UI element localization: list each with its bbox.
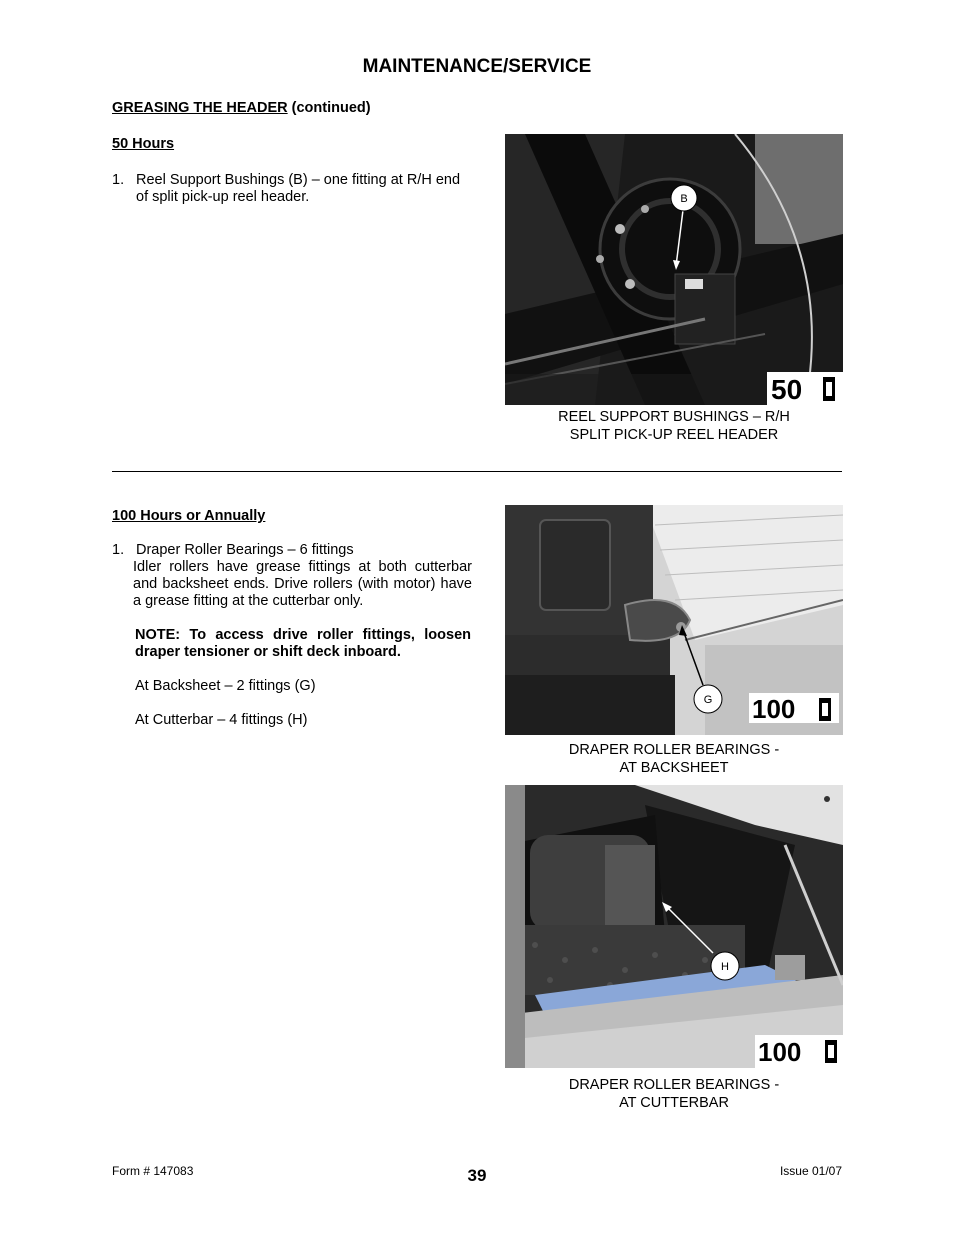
list-item-number: 1. (112, 172, 125, 188)
note-drive-roller: NOTE: To access drive roller fittings, loosen draper tensioner or shift deck inboard. (135, 627, 471, 660)
list-item-title: Draper Roller Bearings – 6 fittings (136, 542, 354, 558)
caption-line-2: AT BACKSHEET (619, 760, 729, 776)
list-item-body: Idler rollers have grease fittings at both cutterbar and backsheet ends. Drive rollers (with motor) have a grease fitting at the cutterbar only. (133, 559, 472, 609)
list-item-draper-roller (112, 542, 472, 610)
cutterbar-fittings: At Cutterbar – 4 fittings (H) (135, 712, 308, 728)
caption-line-1: DRAPER ROLLER BEARINGS - (568, 742, 780, 758)
list-item-number: 1. (112, 542, 125, 558)
callout-b-label: B (680, 193, 688, 205)
grease-gun-icon (819, 698, 831, 721)
caption-line-1: REEL SUPPORT BUSHINGS – R/H (558, 409, 790, 425)
section-subheading (112, 100, 371, 116)
photo-draper-cutterbar (505, 785, 843, 1068)
caption-line-2: AT CUTTERBAR (619, 1095, 729, 1111)
subheading-suffix: (continued) (287, 100, 371, 116)
caption-cutterbar (505, 1076, 843, 1112)
heading-100-hours: 100 Hours or Annually (112, 508, 266, 524)
backsheet-fittings: At Backsheet – 2 fittings (G) (135, 678, 316, 694)
caption-line-1: DRAPER ROLLER BEARINGS - (568, 1077, 780, 1093)
footer-form-number: Form # 147083 (112, 1164, 194, 1178)
photo-reel-support-illustration (505, 134, 843, 405)
grease-gun-icon (825, 1040, 837, 1063)
footer-issue: Issue 01/07 (779, 1164, 842, 1178)
badge-50-hours: 50 (771, 374, 803, 405)
photo-draper-backsheet (505, 505, 843, 735)
photo-backsheet-illustration (505, 505, 843, 735)
list-item-reel-support (112, 172, 472, 206)
caption-line-2: SPLIT PICK-UP REEL HEADER (569, 427, 779, 443)
photo-reel-support-bushings (505, 134, 843, 405)
callout-g-label: G (703, 694, 713, 706)
badge-100-hours-backsheet: 100 (752, 694, 796, 724)
subheading-underlined: GREASING THE HEADER (112, 100, 288, 116)
list-item-text: Reel Support Bushings (B) – one fitting at R/H end of split pick-up reel header. (136, 172, 461, 205)
caption-backsheet (505, 741, 843, 777)
footer-page-number: 39 (467, 1166, 487, 1185)
grease-gun-icon (823, 377, 835, 401)
section-divider (112, 471, 842, 472)
photo-cutterbar-illustration (505, 785, 843, 1068)
page-title: MAINTENANCE/SERVICE (362, 56, 592, 77)
caption-reel-support (505, 408, 843, 444)
heading-50-hours: 50 Hours (112, 136, 175, 152)
callout-h-label: H (721, 961, 729, 973)
badge-100-hours-cutterbar: 100 (758, 1037, 802, 1067)
